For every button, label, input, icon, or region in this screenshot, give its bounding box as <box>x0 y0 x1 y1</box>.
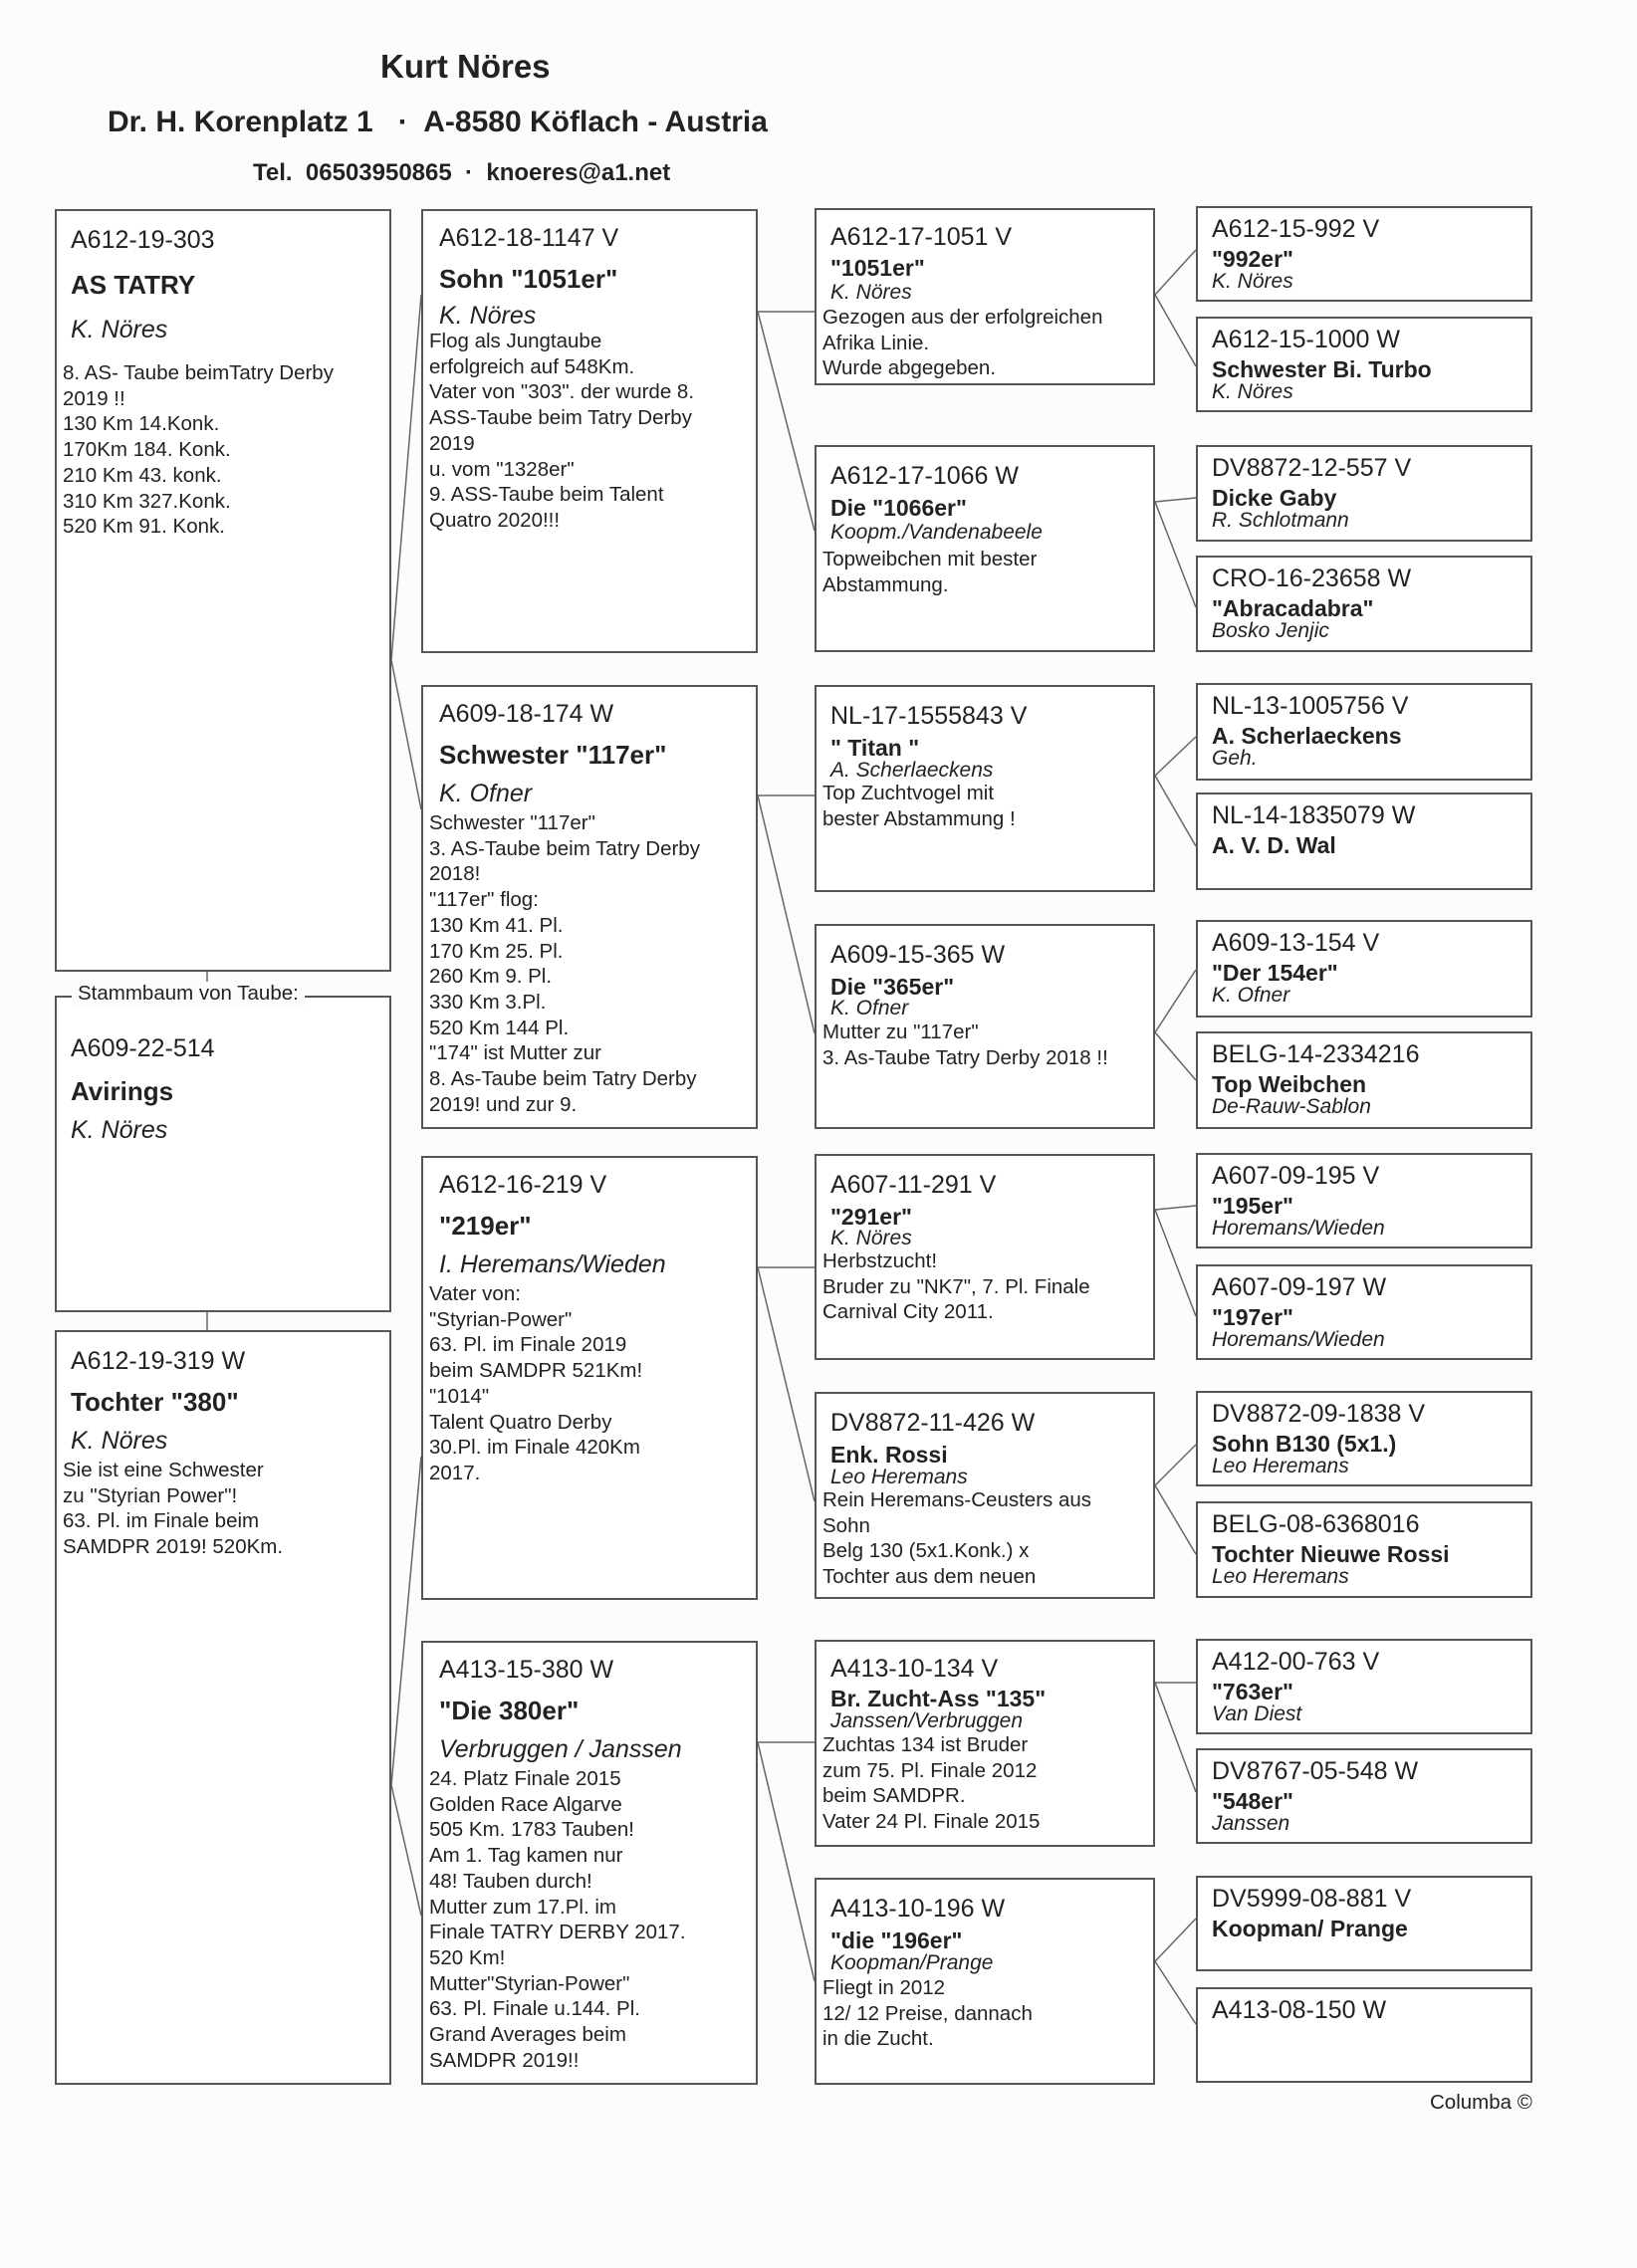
second-bird-box <box>55 996 391 1312</box>
great-grandparent-ring: BELG-08-6368016 <box>1212 1510 1420 1538</box>
great-grandparent-name: "Der 154er" <box>1212 960 1338 986</box>
grandparent-box <box>815 924 1155 1129</box>
parent-name: Sohn "1051er" <box>439 264 618 294</box>
great-grandparent-name: "195er" <box>1212 1193 1293 1219</box>
parent-notes: 24. Platz Finale 2015 Golden Race Algarve 505 Km. 1783 Tauben! Am 1. Tag kamen nur 48! Tauben durch! Mutter zum 17.Pl. im Finale TATRY DERBY 2017. 520 Km! Mutter"Styrian-Power" 63. Pl. Finale u.144. Pl. Grand Averages beim SAMDPR 2019!! <box>429 1767 686 2072</box>
great-grandparent-name: "763er" <box>1212 1679 1293 1704</box>
great-grandparent-ring: DV8872-12-557 V <box>1212 454 1412 482</box>
great-grandparent-breeder: Leo Heremans <box>1212 1565 1349 1588</box>
third-bird-name: Tochter "380" <box>71 1387 239 1417</box>
grandparent-name: Die "365er" <box>830 974 955 1000</box>
owner-name: Kurt Nöres <box>380 48 551 85</box>
great-grandparent-ring: A607-09-197 W <box>1212 1273 1387 1301</box>
great-grandparent-name: Dicke Gaby <box>1212 485 1337 511</box>
great-grandparent-breeder: De-Rauw-Sablon <box>1212 1095 1371 1118</box>
grandparent-breeder: K. Ofner <box>830 997 909 1020</box>
great-grandparent-box <box>1196 1153 1532 1248</box>
grandparent-ring: A612-17-1066 W <box>830 462 1020 490</box>
parent-breeder: I. Heremans/Wieden <box>439 1250 666 1278</box>
great-grandparent-breeder: Horemans/Wieden <box>1212 1328 1385 1351</box>
parent-breeder: Verbruggen / Janssen <box>439 1735 682 1763</box>
parent-box <box>421 685 758 1129</box>
great-grandparent-box <box>1196 1264 1532 1360</box>
great-grandparent-box <box>1196 1748 1532 1844</box>
grandparent-name: " Titan " <box>830 735 920 761</box>
main-bird-notes: 8. AS- Taube beimTatry Derby 2019 !! 130 Km 14.Konk. 170Km 184. Konk. 210 Km 43. konk. 310 Km 327.Konk. 520 Km 91. Konk. <box>63 361 334 539</box>
grandparent-ring: A413-10-134 V <box>830 1655 999 1683</box>
grandparent-name: Enk. Rossi <box>830 1442 948 1468</box>
great-grandparent-breeder: Leo Heremans <box>1212 1455 1349 1477</box>
main-bird-breeder: K. Nöres <box>71 316 168 343</box>
third-bird-box <box>55 1330 391 2085</box>
great-grandparent-ring: BELG-14-2334216 <box>1212 1040 1420 1068</box>
great-grandparent-name: "197er" <box>1212 1304 1293 1330</box>
great-grandparent-name: Top Weibchen <box>1212 1071 1367 1097</box>
great-grandparent-breeder: Janssen <box>1212 1812 1290 1835</box>
great-grandparent-name: Koopman/ Prange <box>1212 1916 1408 1941</box>
great-grandparent-ring: A607-09-195 V <box>1212 1162 1380 1190</box>
parent-name: "Die 380er" <box>439 1696 580 1725</box>
great-grandparent-name: A. Scherlaeckens <box>1212 723 1402 749</box>
third-bird-breeder: K. Nöres <box>71 1427 168 1455</box>
grandparent-breeder: Janssen/Verbruggen <box>830 1709 1024 1732</box>
great-grandparent-box <box>1196 445 1532 542</box>
great-grandparent-name: "548er" <box>1212 1788 1293 1814</box>
parent-notes: Schwester "117er" 3. AS-Taube beim Tatry Derby 2018! "117er" flog: 130 Km 41. Pl. 170 Km 25. Pl. 260 Km 9. Pl. 330 Km 3.Pl. 520 Km 144 Pl. "174" ist Mutter zur 8. As-Taube beim Tatry Derby 2019! und zur 9. <box>429 811 700 1116</box>
great-grandparent-breeder: Bosko Jenjic <box>1212 619 1329 642</box>
great-grandparent-name: Tochter Nieuwe Rossi <box>1212 1541 1450 1567</box>
great-grandparent-breeder: Horemans/Wieden <box>1212 1217 1385 1240</box>
great-grandparent-breeder: K. Nöres <box>1212 380 1293 403</box>
grandparent-ring: A612-17-1051 V <box>830 223 1013 251</box>
main-bird-ring: A612-19-303 <box>71 226 215 254</box>
grandparent-notes: Mutter zu "117er" 3. As-Taube Tatry Derby 2018 !! <box>822 1021 1108 1069</box>
great-grandparent-name: "992er" <box>1212 246 1293 272</box>
great-grandparent-ring: A413-08-150 W <box>1212 1996 1387 2024</box>
grandparent-notes: Zuchtas 134 ist Bruder zum 75. Pl. Finale 2012 beim SAMDPR. Vater 24 Pl. Finale 2015 <box>822 1733 1041 1834</box>
main-bird-name: AS TATRY <box>71 270 196 300</box>
second-bird-ring: A609-22-514 <box>71 1034 215 1062</box>
grandparent-name: Die "1066er" <box>830 495 967 521</box>
great-grandparent-ring: A612-15-992 V <box>1212 215 1380 243</box>
grandparent-box <box>815 208 1155 385</box>
main-bird-box <box>55 209 391 972</box>
grandparent-box <box>815 685 1155 892</box>
great-grandparent-ring: DV8872-09-1838 V <box>1212 1400 1426 1428</box>
great-grandparent-box <box>1196 793 1532 890</box>
great-grandparent-ring: DV8767-05-548 W <box>1212 1757 1419 1785</box>
grandparent-name: "die "196er" <box>830 1928 963 1953</box>
great-grandparent-breeder: K. Ofner <box>1212 984 1290 1007</box>
parent-breeder: K. Nöres <box>439 302 537 330</box>
grandparent-breeder: K. Nöres <box>830 281 912 304</box>
third-bird-ring: A612-19-319 W <box>71 1347 246 1375</box>
great-grandparent-box <box>1196 556 1532 652</box>
parent-notes: Vater von: "Styrian-Power" 63. Pl. im Finale 2019 beim SAMDPR 521Km! "1014" Talent Quatro Derby 30.Pl. im Finale 420Km 2017. <box>429 1282 643 1484</box>
grandparent-breeder: K. Nöres <box>830 1227 912 1249</box>
great-grandparent-ring: NL-14-1835079 W <box>1212 801 1416 829</box>
owner-contact: Tel. 06503950865 · knoeres@a1.net <box>253 159 671 186</box>
great-grandparent-ring: A412-00-763 V <box>1212 1648 1380 1676</box>
copyright: Columba © <box>1430 2091 1532 2114</box>
great-grandparent-name: A. V. D. Wal <box>1212 832 1336 858</box>
grandparent-ring: A413-10-196 W <box>830 1895 1006 1923</box>
great-grandparent-breeder: Geh. <box>1212 747 1258 770</box>
grandparent-notes: Rein Heremans-Ceusters aus Sohn Belg 130 (5x1.Konk.) x Tochter aus dem neuen <box>822 1488 1092 1589</box>
parent-ring: A612-18-1147 V <box>439 224 619 252</box>
great-grandparent-box <box>1196 683 1532 781</box>
owner-address: Dr. H. Korenplatz 1 · A-8580 Köflach - Austria <box>108 106 768 138</box>
third-bird-notes: Sie ist eine Schwester zu "Styrian Power"! 63. Pl. im Finale beim SAMDPR 2019! 520Km. <box>63 1459 284 1559</box>
great-grandparent-breeder: K. Nöres <box>1212 270 1293 293</box>
grandparent-box <box>815 445 1155 652</box>
second-bird-breeder: K. Nöres <box>71 1116 168 1144</box>
parent-name: Schwester "117er" <box>439 740 667 770</box>
grandparent-ring: DV8872-11-426 W <box>830 1409 1036 1437</box>
great-grandparent-box <box>1196 1639 1532 1734</box>
grandparent-ring: NL-17-1555843 V <box>830 702 1028 730</box>
parent-box <box>421 209 758 653</box>
great-grandparent-box <box>1196 1987 1532 2083</box>
great-grandparent-ring: A612-15-1000 W <box>1212 326 1401 353</box>
great-grandparent-box <box>1196 1031 1532 1129</box>
grandparent-breeder: Koopman/Prange <box>830 1951 994 1974</box>
great-grandparent-ring: CRO-16-23658 W <box>1212 565 1412 592</box>
grandparent-ring: A607-11-291 V <box>830 1171 997 1199</box>
pedigree-legend: Stammbaum von Taube: <box>72 982 305 1006</box>
great-grandparent-ring: A609-13-154 V <box>1212 929 1380 957</box>
grandparent-notes: Top Zuchtvogel mit bester Abstammung ! <box>822 782 1016 830</box>
grandparent-box <box>815 1640 1155 1847</box>
grandparent-name: Br. Zucht-Ass "135" <box>830 1686 1047 1711</box>
great-grandparent-box <box>1196 317 1532 412</box>
great-grandparent-ring: DV5999-08-881 V <box>1212 1885 1412 1913</box>
great-grandparent-name: Schwester Bi. Turbo <box>1212 356 1432 382</box>
great-grandparent-box <box>1196 1501 1532 1598</box>
grandparent-notes: Gezogen aus der erfolgreichen Afrika Linie. Wurde abgegeben. <box>822 306 1103 380</box>
parent-box <box>421 1641 758 2085</box>
great-grandparent-name: Sohn B130 (5x1.) <box>1212 1431 1397 1457</box>
grandparent-box <box>815 1154 1155 1360</box>
grandparent-box <box>815 1878 1155 2085</box>
parent-ring: A609-18-174 W <box>439 700 614 728</box>
great-grandparent-box <box>1196 1391 1532 1486</box>
second-bird-name: Avirings <box>71 1076 174 1106</box>
great-grandparent-box <box>1196 1876 1532 1971</box>
grandparent-name: "291er" <box>830 1204 912 1230</box>
parent-ring: A612-16-219 V <box>439 1171 607 1199</box>
great-grandparent-ring: NL-13-1005756 V <box>1212 692 1409 720</box>
grandparent-box <box>815 1392 1155 1599</box>
grandparent-breeder: Koopm./Vandenabeele <box>830 521 1043 544</box>
great-grandparent-breeder: Van Diest <box>1212 1702 1302 1725</box>
grandparent-notes: Topweibchen mit bester Abstammung. <box>822 548 1038 596</box>
grandparent-breeder: Leo Heremans <box>830 1466 968 1488</box>
grandparent-notes: Fliegt in 2012 12/ 12 Preise, dannach in die Zucht. <box>822 1976 1033 2051</box>
parent-ring: A413-15-380 W <box>439 1656 614 1684</box>
grandparent-breeder: A. Scherlaeckens <box>830 759 994 782</box>
great-grandparent-breeder: R. Schlotmann <box>1212 509 1349 532</box>
parent-name: "219er" <box>439 1211 532 1241</box>
parent-breeder: K. Ofner <box>439 780 533 807</box>
great-grandparent-box <box>1196 206 1532 302</box>
grandparent-ring: A609-15-365 W <box>830 941 1006 969</box>
great-grandparent-name: "Abracadabra" <box>1212 595 1374 621</box>
great-grandparent-box <box>1196 920 1532 1018</box>
grandparent-name: "1051er" <box>830 255 925 281</box>
grandparent-notes: Herbstzucht! Bruder zu "NK7", 7. Pl. Finale Carnival City 2011. <box>822 1249 1090 1324</box>
parent-notes: Flog als Jungtaube erfolgreich auf 548Km. Vater von "303". der wurde 8. ASS-Taube beim Tatry Derby 2019 u. vom "1328er" 9. ASS-Taube beim Talent Quatro 2020!!! <box>429 330 695 532</box>
parent-box <box>421 1156 758 1600</box>
